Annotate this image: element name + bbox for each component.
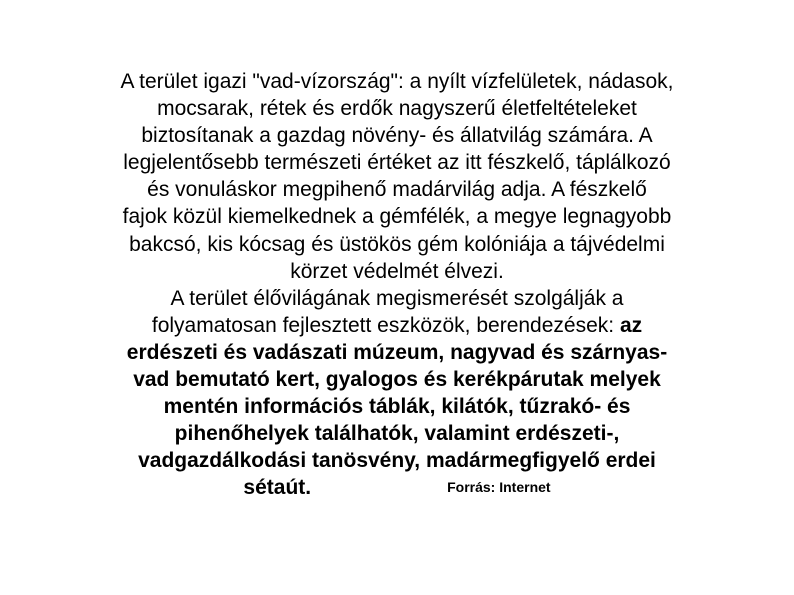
body-text bbox=[40, 68, 754, 502]
text-line-bold: vadgazdálkodási tanösvény, madármegfigyelő erdei bbox=[138, 449, 656, 473]
text-line: biztosítanak a gazdag növény- és állatvilág számára. A bbox=[141, 124, 653, 148]
text-line: legjelentősebb természeti értéket az itt fészkelő, táplálkozó bbox=[123, 151, 671, 175]
text-bold: sétaút. bbox=[243, 476, 312, 500]
text-line: A terület élővilágának megismerését szolgálják a bbox=[170, 286, 624, 310]
text-line-bold: vad bemutató kert, gyalogos és kerékpárutak melyek bbox=[133, 368, 661, 392]
text-line-bold: erdészeti és vadászati múzeum, nagyvad és szárnyas- bbox=[126, 340, 668, 364]
text-line: fajok közül kiemelkednek a gémfélék, a megye legnagyobb bbox=[122, 205, 672, 229]
text-line: A terület igazi "vad-vízország": a nyílt vízfelületek, nádasok, bbox=[120, 70, 674, 93]
text-line: körzet védelmét élvezi. bbox=[290, 259, 504, 283]
text-regular: folyamatosan fejlesztett eszközök, berendezések: bbox=[151, 313, 620, 337]
text-bold: az bbox=[619, 313, 643, 337]
text-line-mixed bbox=[40, 312, 754, 339]
text-line: bakcsó, kis kócsag és üstökös gém kolóniája a tájvédelmi bbox=[129, 232, 665, 256]
text-line: mocsarak, rétek és erdők nagyszerű életfeltételeket bbox=[157, 97, 637, 121]
text-line-bold: mentén információs táblák, kilátók, tűzrakó- és bbox=[163, 395, 631, 419]
text-line: és vonuláskor megpihenő madárvilág adja. A fészkelő bbox=[147, 178, 647, 202]
source-credit: Forrás: Internet bbox=[447, 479, 551, 496]
last-line bbox=[40, 474, 754, 501]
text-line-bold: pihenőhelyek találhatók, valamint erdészeti-, bbox=[174, 422, 620, 446]
